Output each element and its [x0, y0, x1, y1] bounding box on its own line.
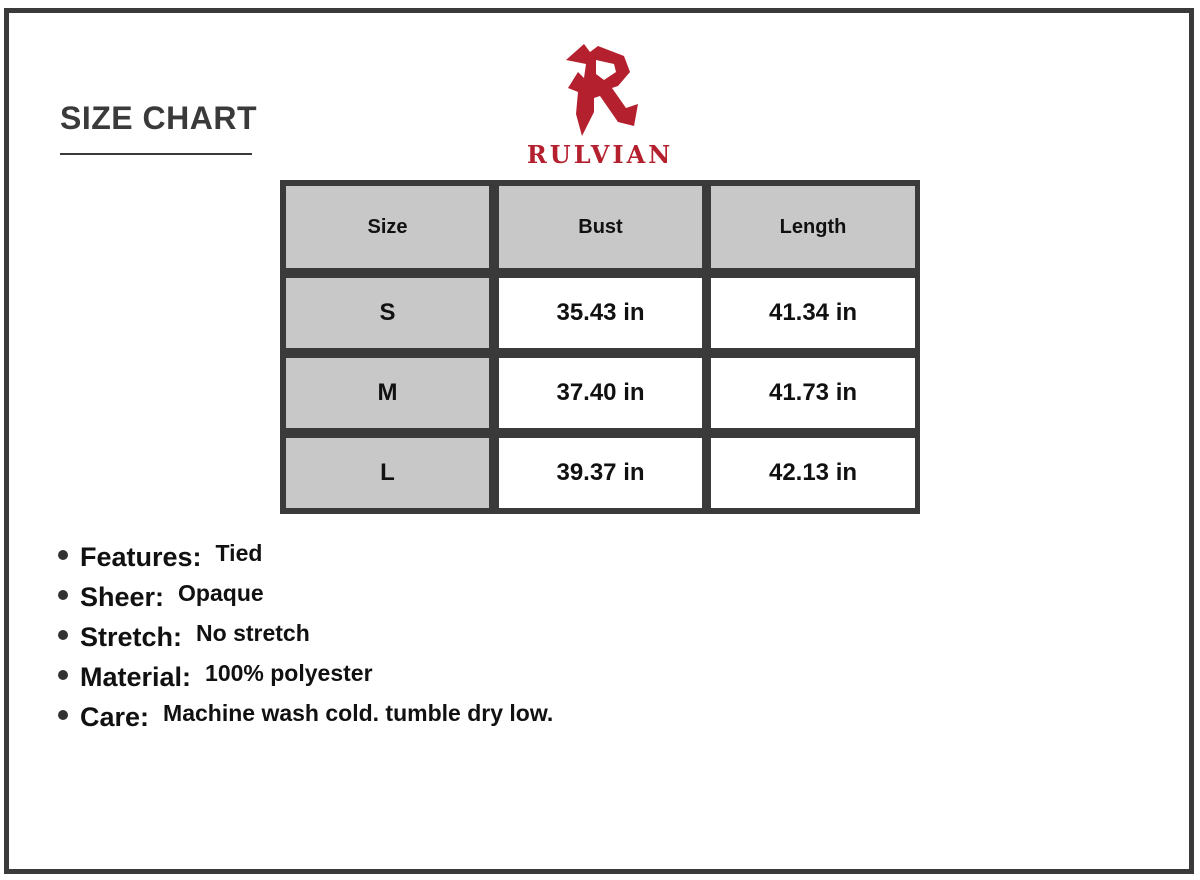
spec-value: Machine wash cold. tumble dry low. [163, 700, 554, 726]
spec-sheer [58, 582, 553, 622]
title-underline [60, 153, 252, 155]
spec-features [58, 542, 553, 582]
size-l: L [286, 438, 489, 508]
spec-label: Stretch: [80, 622, 183, 652]
spec-value: 100% polyester [205, 660, 373, 686]
spec-material [58, 662, 553, 702]
spec-label: Features: [80, 542, 202, 572]
spec-stretch [58, 622, 553, 662]
length-l: 42.13 in [711, 438, 915, 508]
header-size: Size [286, 186, 489, 268]
size-m: M [286, 358, 489, 428]
spec-label: Sheer: [80, 582, 165, 612]
spec-label: Material: [80, 662, 192, 692]
bullet-icon [58, 710, 68, 720]
bullet-icon [58, 670, 68, 680]
size-table [280, 180, 920, 514]
bust-m: 37.40 in [499, 358, 702, 428]
size-s: S [286, 278, 489, 348]
header-length: Length [711, 186, 915, 268]
bust-s: 35.43 in [499, 278, 702, 348]
spec-value: Tied [215, 540, 263, 566]
bullet-icon [58, 550, 68, 560]
spec-value: No stretch [196, 620, 310, 646]
spec-care [58, 702, 553, 742]
brand-r-mark-icon [560, 42, 642, 138]
bullet-icon [58, 630, 68, 640]
header-bust: Bust [499, 186, 702, 268]
page-title: SIZE CHART [60, 100, 257, 136]
brand-name: RULVIAN [526, 140, 674, 169]
bullet-icon [58, 590, 68, 600]
length-s: 41.34 in [711, 278, 915, 348]
bust-l: 39.37 in [499, 438, 702, 508]
length-m: 41.73 in [711, 358, 915, 428]
brand-logo [515, 40, 685, 170]
spec-label: Care: [80, 702, 150, 732]
product-specs-list [58, 542, 553, 742]
spec-value: Opaque [178, 580, 264, 606]
